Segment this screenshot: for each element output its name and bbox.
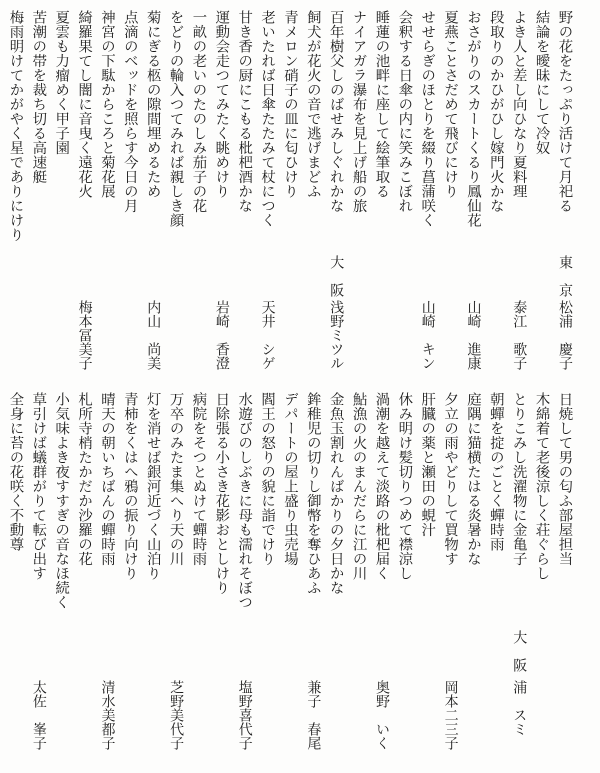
haiku-line: 夏雲も力瘤めく甲子園 xyxy=(53,10,70,155)
haiku-line: 水遊びのしぶきに母も濡れそぼつ xyxy=(236,392,253,610)
haiku-line: せせらぎのほとりを綴り菖蒲咲く xyxy=(419,10,436,228)
haiku-line: 朝蟬を掟のごとく蟬時雨 xyxy=(487,392,504,552)
haiku-line: 綺羅果てし闇に音曳く遠花火 xyxy=(76,10,93,199)
author-name: 浅野ミツル xyxy=(328,300,345,371)
haiku-line: 運動会走つてみたく眺めけり xyxy=(213,10,230,199)
haiku-line: 札所寺梢たかだか沙羅の花 xyxy=(76,392,93,566)
author-place: 東 京 xyxy=(557,255,573,298)
haiku-line: ナイアガラ瀑布を見上げ船の旅 xyxy=(350,10,367,213)
haiku-line: 百年樹父しのばせみしぐれかな xyxy=(327,10,344,213)
haiku-line: 金魚玉割れんばかりの夕日かな xyxy=(327,392,344,595)
haiku-line: 会釈する日傘の内に笑みこぼれ xyxy=(396,10,413,213)
haiku-line: 休み明け髪切りつめて襟涼し xyxy=(396,392,413,581)
author-name: 兼子 春尾 xyxy=(305,680,322,751)
haiku-line: 段取りのかひがひし嫁門火かな xyxy=(487,10,504,213)
haiku-line: 神宮の下駄からころと菊花展 xyxy=(98,10,115,199)
haiku-line: 老いたれば日傘たたみて杖につく xyxy=(259,10,276,228)
haiku-line: をどりの輪入つてみれば親しき顔 xyxy=(167,10,184,228)
haiku-line: おさがりのスカートくるり鳳仙花 xyxy=(464,10,481,228)
author-name: 太佐 峯子 xyxy=(30,680,47,751)
haiku-line: 鮎漁の火のまんだらに江の川 xyxy=(350,392,367,581)
author-name: 山崎 進康 xyxy=(465,300,482,371)
haiku-line: 小気味よき夜すすぎの音なほ続く xyxy=(53,392,70,610)
haiku-line: 甘き香の厨にこもる枇杷酒かな xyxy=(236,10,253,213)
haiku-line: 青柿をくはへ鴉の振り向けり xyxy=(121,392,138,581)
haiku-line: 日焼して男の匂ふ部屋担当 xyxy=(556,392,573,566)
haiku-line: 灯を消せば銀河近づく山泊り xyxy=(144,392,161,581)
haiku-line: 野の花をたっぷり活けて月祀る xyxy=(556,10,573,213)
haiku-line: 病院をそつとぬけて蟬時雨 xyxy=(190,392,207,566)
author-name: 内山 尚美 xyxy=(145,300,162,371)
author-name: 清水美都子 xyxy=(99,680,116,751)
haiku-line: とりこみし洗濯物に金亀子 xyxy=(510,392,527,566)
haiku-line: 渦潮を越えて淡路の枇杷届く xyxy=(373,392,390,581)
haiku-line: 菊にぎる柩の隙間埋めるため xyxy=(144,10,161,199)
haiku-line: 万卒のみたま集へり天の川 xyxy=(167,392,184,566)
haiku-line: 夕立の雨やどりして買物す xyxy=(442,392,459,566)
author-name: 松浦 慶子 xyxy=(557,300,573,371)
haiku-line: 一畝の老いのたのしみ茄子の花 xyxy=(190,10,207,213)
author-name: 岡本二三子 xyxy=(442,680,459,751)
author-place: 大 阪 xyxy=(511,630,528,673)
haiku-line: 全身に苔の花咲く不動尊 xyxy=(7,392,24,552)
author-name: 梅本冨美子 xyxy=(76,300,93,371)
haiku-line: 睡蓮の池畔に座して絵筆取る xyxy=(373,10,390,199)
haiku-line: 木綿着て老後涼しく荘ぐらし xyxy=(533,392,550,581)
author-name: 奥野 いく xyxy=(374,680,390,751)
haiku-line: 点滴のベッドを照らす今日の月 xyxy=(121,10,138,213)
haiku-line: 庭隅に猫横たはる炎暑かな xyxy=(464,392,481,566)
author-name: 塩野喜代子 xyxy=(236,680,253,751)
author-name: 岩崎 香澄 xyxy=(213,300,230,371)
haiku-line: 飼犬が花火の音で逃げまどふ xyxy=(304,10,321,199)
haiku-line: よき人と差し向ひなり夏料理 xyxy=(510,10,527,199)
haiku-line: 肝臓の薬と瀬田の蜆汁 xyxy=(419,392,436,537)
haiku-line: デパートの屋上盛り虫売場 xyxy=(281,392,298,566)
haiku-line: 結論を曖昧にして冷奴 xyxy=(533,10,550,155)
author-name: 浦 スミ xyxy=(511,680,528,737)
author-place: 大 阪 xyxy=(328,255,345,298)
haiku-line: 青メロン硝子の皿に匂ひけり xyxy=(281,10,298,199)
haiku-line: 晴天の朝いちばんの蟬時雨 xyxy=(98,392,115,566)
haiku-line: 苦潮の帯を裁ち切る高速艇 xyxy=(30,10,47,184)
haiku-line: 梅雨明けてかがやく星でありにけり xyxy=(7,10,24,242)
haiku-line: 鉾稚児の切りし御幣を奪ひあふ xyxy=(304,392,321,595)
author-name: 天井 シゲ xyxy=(259,300,276,371)
haiku-line: 夏燕ことさだめて飛びにけり xyxy=(442,10,459,199)
haiku-line: 日除張る小さき花影おとしけり xyxy=(213,392,230,595)
haiku-line: 草引けば蟻群がりて転び出す xyxy=(30,392,47,581)
haiku-line: 閻王の怒りの貌に詣でけり xyxy=(259,392,276,566)
author-name: 芝野美代子 xyxy=(168,680,185,751)
author-name: 山崎 キン xyxy=(419,300,436,371)
author-name: 泰江 歌子 xyxy=(511,300,528,371)
